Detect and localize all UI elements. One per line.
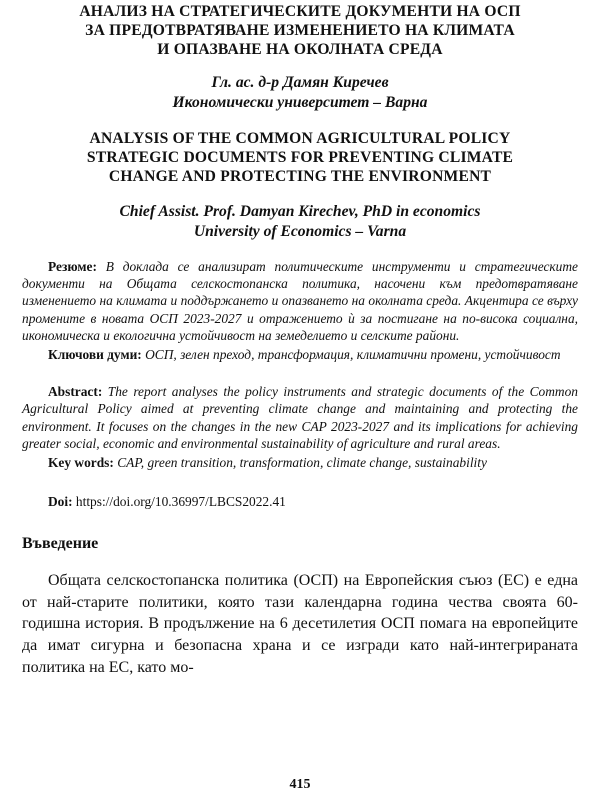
title-english-line: STRATEGIC DOCUMENTS FOR PREVENTING CLIMATE bbox=[86, 149, 514, 166]
title-english bbox=[22, 129, 578, 186]
title-bulgarian-line: АНАЛИЗ НА СТРАТЕГИЧЕСКИТЕ ДОКУМЕНТИ НА ОСП bbox=[79, 3, 521, 20]
section-heading-introduction: Въведение bbox=[22, 535, 99, 553]
author-name-english: Chief Assist. Prof. Damyan Kirechev, PhD in economics bbox=[119, 203, 481, 220]
keywords-english-label: Key words: bbox=[48, 455, 114, 471]
keywords-bulgarian-label: Ключови думи: bbox=[48, 347, 142, 363]
introduction-paragraph: Общата селскостопанска политика (ОСП) на Европейския съюз (ЕС) е една от най-старите политики, която тази календарна година чества своята 60-годишна история. В продължение на 6 десетилетия ОСП помага на европейците да имат сигурна и безопасна храна и се изгради като най-интегрираната политика на ЕС, като мо- bbox=[22, 572, 578, 676]
title-english-line: CHANGE AND PROTECTING THE ENVIRONMENT bbox=[108, 168, 492, 185]
author-affiliation-bulgarian: Икономически университет – Варна bbox=[172, 94, 428, 111]
keywords-english-text: CAP, green transition, transformation, climate change, sustainability bbox=[117, 455, 487, 471]
doi-label: Doi: bbox=[48, 494, 73, 510]
keywords-bulgarian-text: ОСП, зелен преход, трансформация, климатични промени, устойчивост bbox=[145, 347, 561, 363]
keywords-english bbox=[22, 454, 578, 471]
page-number: 415 bbox=[289, 777, 311, 792]
author-block-english bbox=[22, 202, 578, 242]
title-english-line: ANALYSIS OF THE COMMON AGRICULTURAL POLICY bbox=[89, 130, 511, 147]
author-name-bulgarian: Гл. ас. д-р Дамян Киречев bbox=[211, 74, 389, 91]
title-bulgarian-line: ЗА ПРЕДОТВРАТЯВАНЕ ИЗМЕНЕНИЕТО НА КЛИМАТА bbox=[85, 22, 515, 39]
paper-page bbox=[22, 0, 578, 800]
abstract-bulgarian-label: Резюме: bbox=[48, 259, 97, 274]
abstract-english-text: The report analyses the policy instruments and strategic documents of the Common Agricultural Policy aimed at preventing climate change and maintaining and protecting the environment. It focuses on the changes in the new CAP 2023-2027 and its implications for achieving greater social, economic and environmental sustainability of agriculture and rural areas. bbox=[22, 384, 578, 451]
doi-link[interactable]: https://doi.org/10.36997/LBCS2022.41 bbox=[75, 494, 286, 510]
keywords-bulgarian bbox=[22, 346, 578, 363]
title-bulgarian bbox=[22, 0, 578, 59]
abstract-bulgarian bbox=[22, 258, 578, 344]
title-bulgarian-line: И ОПАЗВАНЕ НА ОКОЛНАТА СРЕДА bbox=[157, 41, 443, 58]
doi-line bbox=[22, 493, 578, 510]
abstract-english-label: Abstract: bbox=[48, 384, 103, 400]
author-block-bulgarian bbox=[22, 73, 578, 113]
author-affiliation-english: University of Economics – Varna bbox=[193, 223, 407, 240]
abstract-english bbox=[22, 383, 578, 452]
abstract-bulgarian-text: В доклада се анализират политическите инструменти и стратегическите документи на Общата селскостопанска политика, насочени към предотвратяване изменението на климата и поддържането и опазването на околната среда. Акцентира се върху промените в новата ОСП 2023-2027 и отражението ѝ за постигане на по-висока социална, икономическа и екологична устойчивост на земеделието и селските райони. bbox=[22, 259, 578, 343]
